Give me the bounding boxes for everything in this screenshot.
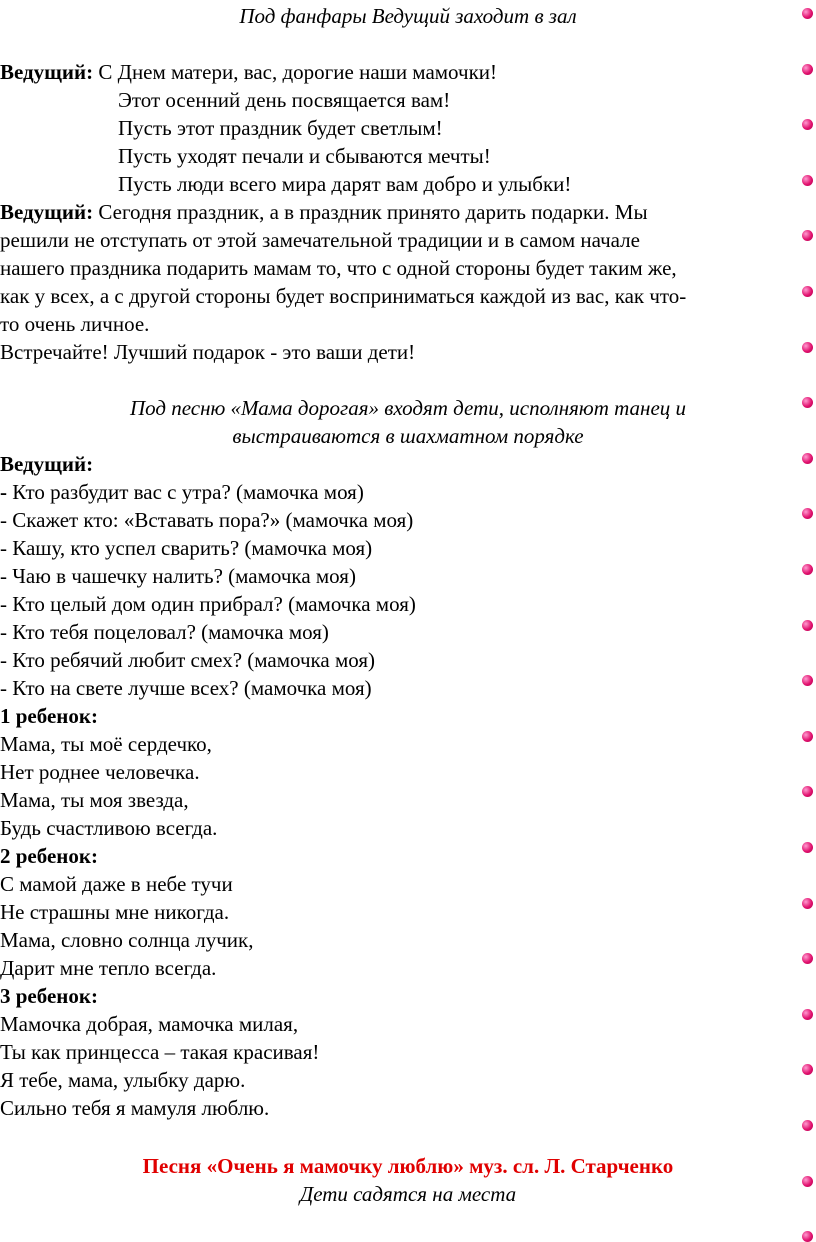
speech-line: нашего праздника подарить мамам то, что с одной стороны будет таким же, (0, 256, 677, 280)
margin-dot-icon (802, 175, 813, 186)
child-label: 3 ребенок: (0, 984, 98, 1008)
margin-dot-icon (802, 342, 813, 353)
poem-line: Будь счастливою всегда. (0, 816, 218, 840)
margin-dot-icon (802, 453, 813, 464)
dance-direction: Под песню «Мама дорогая» входят дети, исполняют танец и (129, 396, 687, 420)
margin-dot-icon (802, 1176, 813, 1187)
poem-line: Сильно тебя я мамуля люблю. (0, 1096, 270, 1120)
margin-dot-icon (802, 508, 813, 519)
margin-dot-icon (802, 953, 813, 964)
greeting-line: Пусть люди всего мира дарят вам добро и улыбки! (118, 172, 572, 196)
poem-line: Мамочка добрая, мамочка милая, (0, 1012, 299, 1036)
question-text: Кто разбудит вас с утра? (мамочка моя) (12, 480, 364, 504)
intro-direction: Под фанфары Ведущий заходит в зал (239, 4, 577, 28)
question-line: - Кто ребячий любит смех? (мамочка моя) (0, 648, 376, 672)
margin-dot-icon (802, 1009, 813, 1020)
margin-decoration (802, 0, 816, 1238)
speech-line: как у всех, а с другой стороны будет восприниматься каждой из вас, как что- (0, 284, 687, 308)
margin-dot-icon (802, 786, 813, 797)
speech-line: Сегодня праздник, а в праздник принято дарить подарки. Мы (98, 200, 648, 224)
margin-dot-icon (802, 898, 813, 909)
speech-line: то очень личное. (0, 312, 150, 336)
margin-dot-icon (802, 842, 813, 853)
margin-dot-icon (802, 8, 813, 19)
greeting-line: Пусть уходят печали и сбываются мечты! (118, 144, 491, 168)
margin-dot-icon (802, 230, 813, 241)
host-label: Ведущий: (0, 200, 94, 224)
margin-dot-icon (802, 731, 813, 742)
child-label: 2 ребенок: (0, 844, 98, 868)
question-line: - Скажет кто: «Вставать пора?» (мамочка моя) (0, 508, 414, 532)
poem-line: Мама, ты моя звезда, (0, 788, 189, 812)
poem-line: Мама, ты моё сердечко, (0, 732, 212, 756)
song-title: Песня «Очень я мамочку люблю» муз. сл. Л. Старченко (142, 1154, 674, 1178)
margin-dot-icon (802, 64, 813, 75)
margin-dot-icon (802, 564, 813, 575)
speech-line: решили не отступать от этой замечательной традиции и в самом начале (0, 228, 640, 252)
poem-line: С мамой даже в небе тучи (0, 872, 233, 896)
poem-line: Мама, словно солнца лучик, (0, 928, 254, 952)
poem-line: Ты как принцесса – такая красивая! (0, 1040, 320, 1064)
margin-dot-icon (802, 119, 813, 130)
host-label: Ведущий: (0, 452, 94, 476)
poem-line: Не страшны мне никогда. (0, 900, 230, 924)
question-line: - Чаю в чашечку налить? (мамочка моя) (0, 564, 356, 588)
child-label: 1 ребенок: (0, 704, 98, 728)
greeting-line: С Днем матери, вас, дорогие наши мамочки! (98, 60, 498, 84)
margin-dot-icon (802, 397, 813, 408)
margin-dot-icon (802, 620, 813, 631)
margin-dot-icon (802, 1064, 813, 1075)
margin-dot-icon (802, 1231, 813, 1242)
margin-dot-icon (802, 675, 813, 686)
host-speech (0, 198, 648, 226)
poem-line: Дарит мне тепло всегда. (0, 956, 217, 980)
host-label: Ведущий: (0, 60, 94, 84)
greeting-line: Этот осенний день посвящается вам! (118, 88, 451, 112)
margin-dot-icon (802, 286, 813, 297)
speech-line: Встречайте! Лучший подарок - это ваши дети! (0, 340, 416, 364)
question-line: - Кашу, кто успел сварить? (мамочка моя) (0, 536, 373, 560)
song-direction: Дети садятся на места (299, 1182, 517, 1206)
poem-line: Нет роднее человечка. (0, 760, 200, 784)
greeting-line: Пусть этот праздник будет светлым! (118, 116, 443, 140)
dance-direction: выстраиваются в шахматном порядке (232, 424, 584, 448)
question-line: - Кто тебя поцеловал? (мамочка моя) (0, 620, 329, 644)
host-greeting (0, 58, 497, 86)
margin-dot-icon (802, 1120, 813, 1131)
question-line: - Кто целый дом один прибрал? (мамочка моя) (0, 592, 416, 616)
question-line: - Кто на свете лучше всех? (мамочка моя) (0, 676, 372, 700)
poem-line: Я тебе, мама, улыбку дарю. (0, 1068, 246, 1092)
question-line: - Кто разбудит вас с утра? (мамочка моя) (0, 480, 364, 504)
